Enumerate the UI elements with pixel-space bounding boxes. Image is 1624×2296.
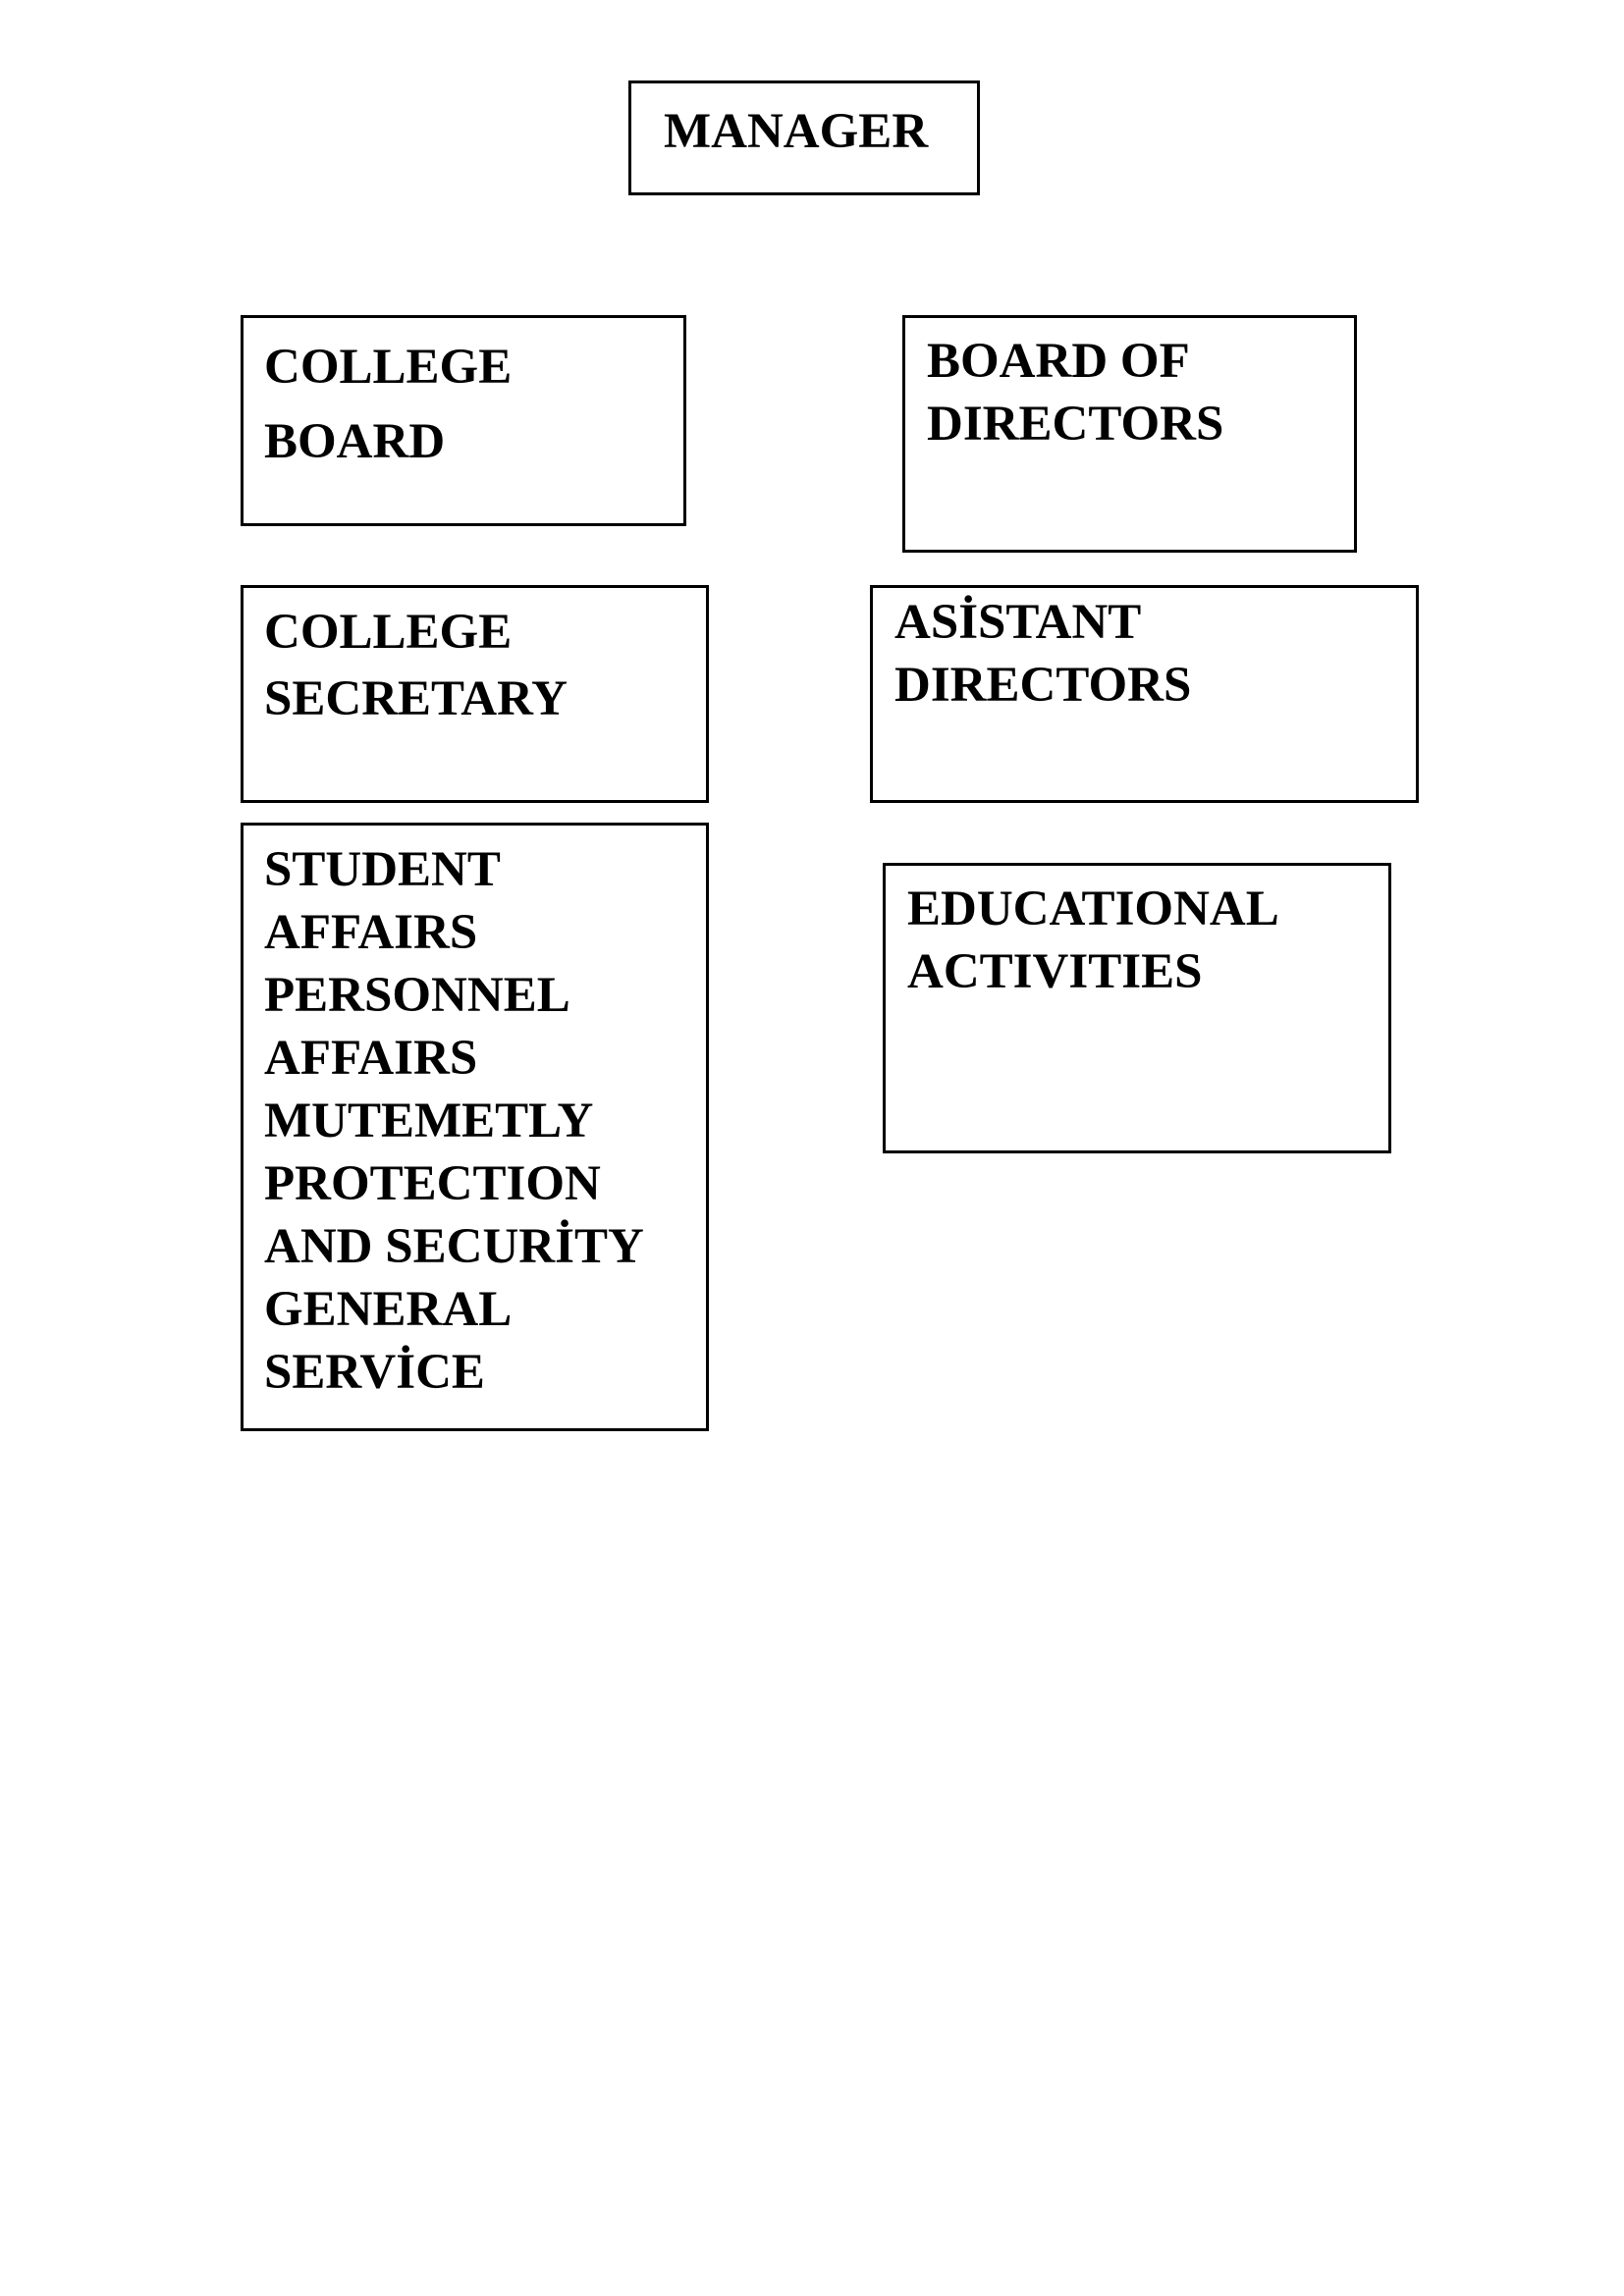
college-board-box (241, 315, 686, 526)
departments-label-line-3: PERSONNEL (264, 968, 570, 1023)
manager-label: MANAGER (664, 104, 929, 159)
departments-label-line-9: SERVİCE (264, 1345, 485, 1400)
educational-activities-label-line-1: EDUCATIONAL (907, 881, 1279, 936)
college-board-label-line-2: BOARD (264, 414, 446, 469)
educational-activities-box (883, 863, 1391, 1153)
board-of-directors-box (902, 315, 1357, 553)
assistant-directors-box (870, 585, 1419, 803)
manager-box (628, 80, 980, 195)
college-board-label-line-1: COLLEGE (264, 340, 513, 395)
college-secretary-box (241, 585, 709, 803)
board-of-directors-label-line-2: DIRECTORS (927, 397, 1224, 452)
departments-label-line-8: GENERAL (264, 1282, 513, 1337)
college-secretary-label-line-1: COLLEGE (264, 605, 513, 660)
departments-label-line-1: STUDENT (264, 842, 501, 897)
college-secretary-label-line-2: SECRETARY (264, 671, 568, 726)
departments-label-line-7: AND SECURİTY (264, 1219, 644, 1274)
departments-label-line-6: PROTECTION (264, 1156, 601, 1211)
assistant-directors-label-line-1: ASİSTANT (894, 595, 1142, 650)
educational-activities-label-line-2: ACTIVITIES (907, 944, 1203, 999)
departments-label-line-2: AFFAIRS (264, 905, 478, 960)
assistant-directors-label-line-2: DIRECTORS (894, 658, 1192, 713)
departments-box (241, 823, 709, 1431)
departments-label-line-4: AFFAIRS (264, 1031, 478, 1086)
board-of-directors-label-line-1: BOARD OF (927, 334, 1190, 389)
departments-label-line-5: MUTEMETLY (264, 1094, 594, 1148)
